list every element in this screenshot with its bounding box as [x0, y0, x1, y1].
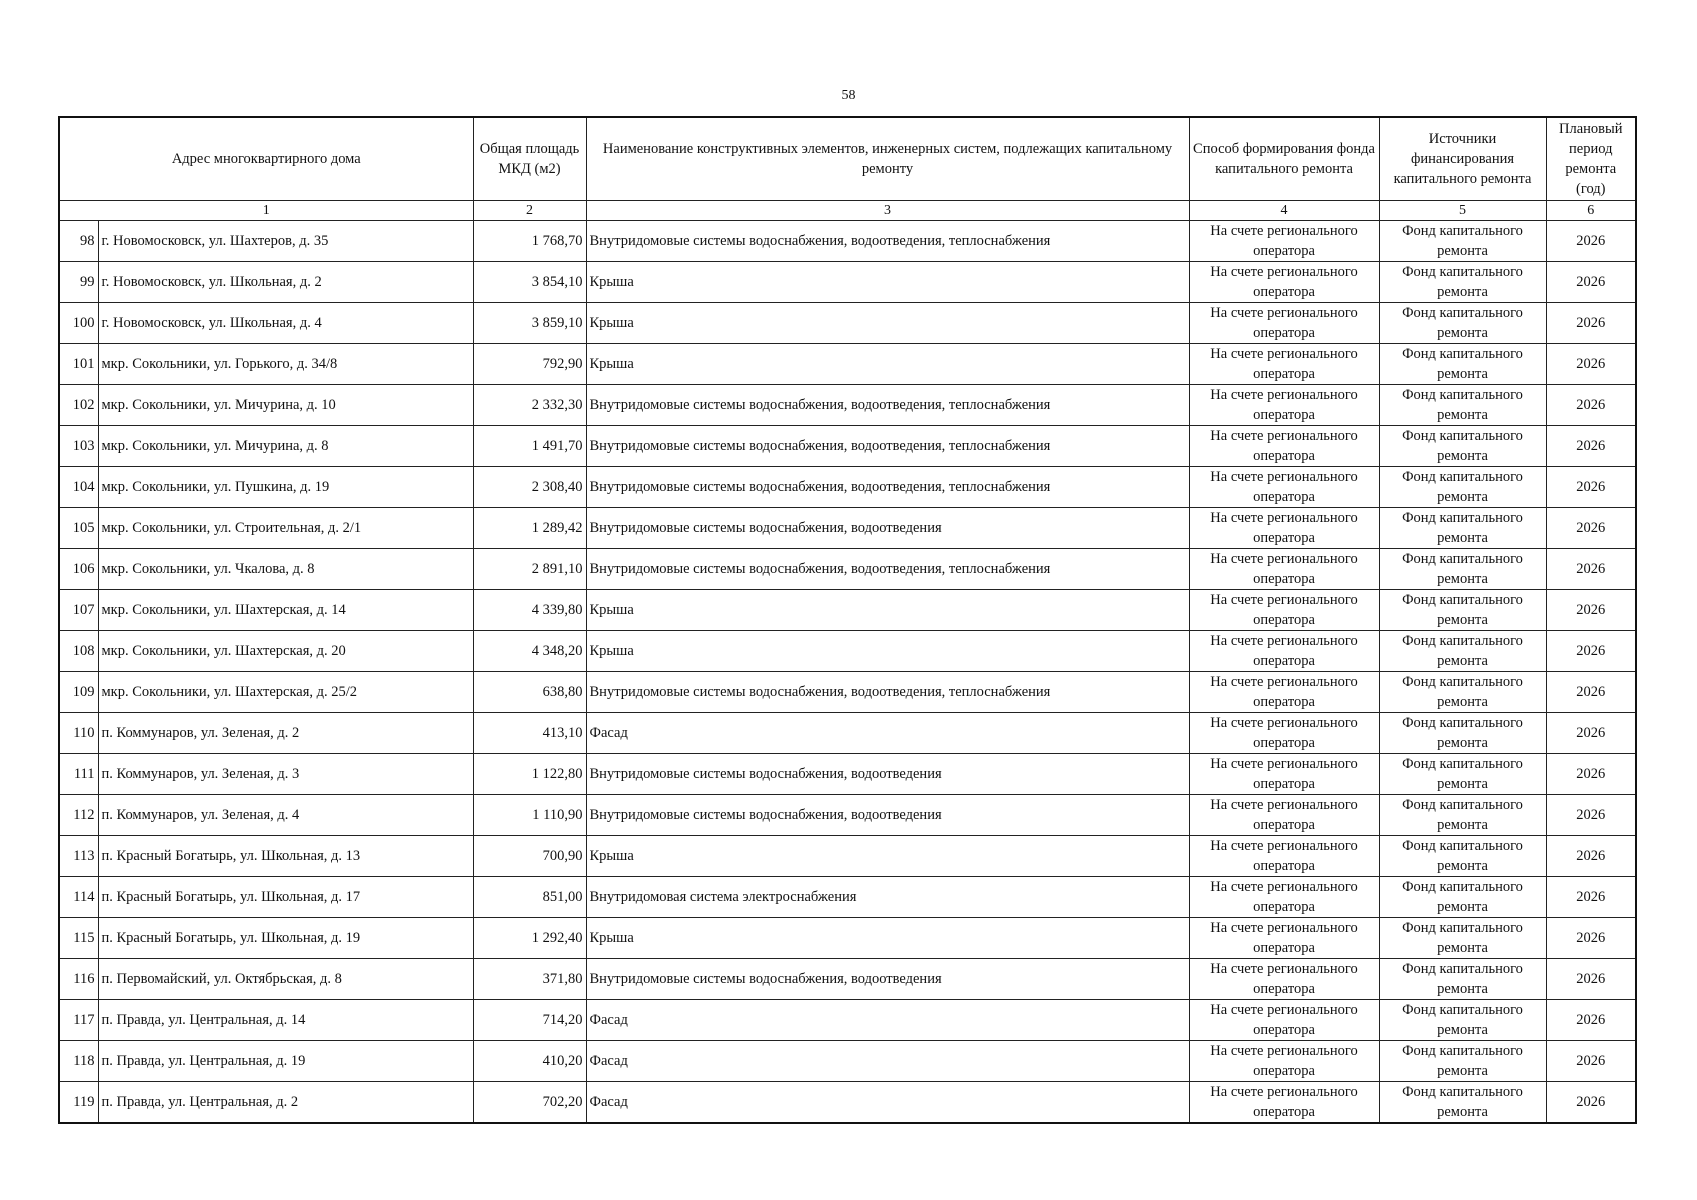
- row-number: 111: [59, 754, 98, 795]
- table-row: [59, 836, 1636, 877]
- elements-cell: Внутридомовые системы водоснабжения, водоотведения: [586, 795, 1189, 836]
- row-number: 116: [59, 959, 98, 1000]
- year-cell: 2026: [1546, 713, 1636, 754]
- table-row: [59, 1082, 1636, 1124]
- method-cell: На счете регионального оператора: [1189, 385, 1379, 426]
- header-area: Общая площадь МКД (м2): [473, 117, 586, 201]
- row-number: 107: [59, 590, 98, 631]
- header-method: Способ формирования фонда капитального ремонта: [1189, 117, 1379, 201]
- source-cell: Фонд капитального ремонта: [1379, 508, 1546, 549]
- header-address: Адрес многоквартирного дома: [59, 117, 473, 201]
- elements-cell: Внутридомовые системы водоснабжения, водоотведения, теплоснабжения: [586, 467, 1189, 508]
- method-cell: На счете регионального оператора: [1189, 959, 1379, 1000]
- address-cell: мкр. Сокольники, ул. Мичурина, д. 8: [98, 426, 473, 467]
- column-number: 3: [586, 201, 1189, 221]
- address-cell: п. Красный Богатырь, ул. Школьная, д. 17: [98, 877, 473, 918]
- row-number: 108: [59, 631, 98, 672]
- column-number: 1: [59, 201, 473, 221]
- area-cell: 371,80: [473, 959, 586, 1000]
- address-cell: мкр. Сокольники, ул. Шахтерская, д. 14: [98, 590, 473, 631]
- address-cell: п. Первомайский, ул. Октябрьская, д. 8: [98, 959, 473, 1000]
- method-cell: На счете регионального оператора: [1189, 262, 1379, 303]
- elements-cell: Крыша: [586, 836, 1189, 877]
- row-number: 113: [59, 836, 98, 877]
- table-row: [59, 795, 1636, 836]
- row-number: 114: [59, 877, 98, 918]
- source-cell: Фонд капитального ремонта: [1379, 1082, 1546, 1124]
- year-cell: 2026: [1546, 672, 1636, 713]
- row-number: 118: [59, 1041, 98, 1082]
- table-row: [59, 877, 1636, 918]
- table-row: [59, 1041, 1636, 1082]
- elements-cell: Фасад: [586, 713, 1189, 754]
- method-cell: На счете регионального оператора: [1189, 713, 1379, 754]
- source-cell: Фонд капитального ремонта: [1379, 385, 1546, 426]
- column-number: 4: [1189, 201, 1379, 221]
- source-cell: Фонд капитального ремонта: [1379, 549, 1546, 590]
- table-row: [59, 549, 1636, 590]
- table-row: [59, 344, 1636, 385]
- address-cell: п. Коммунаров, ул. Зеленая, д. 4: [98, 795, 473, 836]
- year-cell: 2026: [1546, 508, 1636, 549]
- row-number: 117: [59, 1000, 98, 1041]
- address-cell: п. Красный Богатырь, ул. Школьная, д. 13: [98, 836, 473, 877]
- method-cell: На счете регионального оператора: [1189, 877, 1379, 918]
- address-cell: п. Правда, ул. Центральная, д. 19: [98, 1041, 473, 1082]
- elements-cell: Крыша: [586, 590, 1189, 631]
- elements-cell: Внутридомовая система электроснабжения: [586, 877, 1189, 918]
- table-row: [59, 303, 1636, 344]
- table-row: [59, 631, 1636, 672]
- table-row: [59, 426, 1636, 467]
- row-number: 104: [59, 467, 98, 508]
- source-cell: Фонд капитального ремонта: [1379, 426, 1546, 467]
- elements-cell: Крыша: [586, 631, 1189, 672]
- source-cell: Фонд капитального ремонта: [1379, 221, 1546, 262]
- source-cell: Фонд капитального ремонта: [1379, 836, 1546, 877]
- elements-cell: Фасад: [586, 1041, 1189, 1082]
- method-cell: На счете регионального оператора: [1189, 426, 1379, 467]
- source-cell: Фонд капитального ремонта: [1379, 672, 1546, 713]
- area-cell: 4 348,20: [473, 631, 586, 672]
- year-cell: 2026: [1546, 1041, 1636, 1082]
- address-cell: г. Новомосковск, ул. Школьная, д. 4: [98, 303, 473, 344]
- method-cell: На счете регионального оператора: [1189, 795, 1379, 836]
- method-cell: На счете регионального оператора: [1189, 1041, 1379, 1082]
- source-cell: Фонд капитального ремонта: [1379, 467, 1546, 508]
- row-number: 106: [59, 549, 98, 590]
- row-number: 102: [59, 385, 98, 426]
- address-cell: п. Коммунаров, ул. Зеленая, д. 3: [98, 754, 473, 795]
- elements-cell: Внутридомовые системы водоснабжения, водоотведения, теплоснабжения: [586, 221, 1189, 262]
- address-cell: п. Красный Богатырь, ул. Школьная, д. 19: [98, 918, 473, 959]
- elements-cell: Внутридомовые системы водоснабжения, водоотведения, теплоснабжения: [586, 549, 1189, 590]
- table-row: [59, 385, 1636, 426]
- page-number: 58: [841, 88, 856, 103]
- area-cell: 1 768,70: [473, 221, 586, 262]
- year-cell: 2026: [1546, 549, 1636, 590]
- year-cell: 2026: [1546, 836, 1636, 877]
- elements-cell: Крыша: [586, 262, 1189, 303]
- table-row: [59, 713, 1636, 754]
- method-cell: На счете регионального оператора: [1189, 508, 1379, 549]
- method-cell: На счете регионального оператора: [1189, 221, 1379, 262]
- method-cell: На счете регионального оператора: [1189, 590, 1379, 631]
- area-cell: 1 491,70: [473, 426, 586, 467]
- repair-plan-table: [58, 116, 1637, 1124]
- address-cell: мкр. Сокольники, ул. Шахтерская, д. 20: [98, 631, 473, 672]
- area-cell: 714,20: [473, 1000, 586, 1041]
- row-number: 115: [59, 918, 98, 959]
- area-cell: 413,10: [473, 713, 586, 754]
- source-cell: Фонд капитального ремонта: [1379, 918, 1546, 959]
- source-cell: Фонд капитального ремонта: [1379, 795, 1546, 836]
- table-row: [59, 262, 1636, 303]
- address-cell: мкр. Сокольники, ул. Чкалова, д. 8: [98, 549, 473, 590]
- elements-cell: Фасад: [586, 1082, 1189, 1124]
- table-row: [59, 590, 1636, 631]
- year-cell: 2026: [1546, 467, 1636, 508]
- header-elements: Наименование конструктивных элементов, инженерных систем, подлежащих капитальному ремонту: [586, 117, 1189, 201]
- column-number: 6: [1546, 201, 1636, 221]
- year-cell: 2026: [1546, 631, 1636, 672]
- elements-cell: Крыша: [586, 344, 1189, 385]
- source-cell: Фонд капитального ремонта: [1379, 631, 1546, 672]
- table-body: [59, 221, 1636, 1124]
- header-row: [59, 117, 1636, 201]
- method-cell: На счете регионального оператора: [1189, 1000, 1379, 1041]
- row-number: 98: [59, 221, 98, 262]
- year-cell: 2026: [1546, 754, 1636, 795]
- row-number: 109: [59, 672, 98, 713]
- elements-cell: Внутридомовые системы водоснабжения, водоотведения: [586, 508, 1189, 549]
- elements-cell: Внутридомовые системы водоснабжения, водоотведения: [586, 959, 1189, 1000]
- table-row: [59, 508, 1636, 549]
- area-cell: 4 339,80: [473, 590, 586, 631]
- source-cell: Фонд капитального ремонта: [1379, 713, 1546, 754]
- table-row: [59, 959, 1636, 1000]
- address-cell: г. Новомосковск, ул. Школьная, д. 2: [98, 262, 473, 303]
- area-cell: 410,20: [473, 1041, 586, 1082]
- elements-cell: Крыша: [586, 303, 1189, 344]
- area-cell: 638,80: [473, 672, 586, 713]
- source-cell: Фонд капитального ремонта: [1379, 303, 1546, 344]
- source-cell: Фонд капитального ремонта: [1379, 754, 1546, 795]
- address-cell: мкр. Сокольники, ул. Пушкина, д. 19: [98, 467, 473, 508]
- method-cell: На счете регионального оператора: [1189, 549, 1379, 590]
- address-cell: мкр. Сокольники, ул. Горького, д. 34/8: [98, 344, 473, 385]
- row-number: 100: [59, 303, 98, 344]
- row-number: 101: [59, 344, 98, 385]
- header-source: Источники финансирования капитального ремонта: [1379, 117, 1546, 201]
- column-number-row: [59, 201, 1636, 221]
- year-cell: 2026: [1546, 795, 1636, 836]
- table-row: [59, 918, 1636, 959]
- area-cell: 2 308,40: [473, 467, 586, 508]
- year-cell: 2026: [1546, 1000, 1636, 1041]
- year-cell: 2026: [1546, 385, 1636, 426]
- table-row: [59, 672, 1636, 713]
- area-cell: 3 854,10: [473, 262, 586, 303]
- address-cell: г. Новомосковск, ул. Шахтеров, д. 35: [98, 221, 473, 262]
- year-cell: 2026: [1546, 303, 1636, 344]
- year-cell: 2026: [1546, 877, 1636, 918]
- area-cell: 3 859,10: [473, 303, 586, 344]
- method-cell: На счете регионального оператора: [1189, 303, 1379, 344]
- column-number: 5: [1379, 201, 1546, 221]
- elements-cell: Фасад: [586, 1000, 1189, 1041]
- row-number: 110: [59, 713, 98, 754]
- source-cell: Фонд капитального ремонта: [1379, 344, 1546, 385]
- method-cell: На счете регионального оператора: [1189, 631, 1379, 672]
- elements-cell: Внутридомовые системы водоснабжения, водоотведения, теплоснабжения: [586, 672, 1189, 713]
- elements-cell: Внутридомовые системы водоснабжения, водоотведения: [586, 754, 1189, 795]
- year-cell: 2026: [1546, 426, 1636, 467]
- source-cell: Фонд капитального ремонта: [1379, 1000, 1546, 1041]
- method-cell: На счете регионального оператора: [1189, 918, 1379, 959]
- method-cell: На счете регионального оператора: [1189, 1082, 1379, 1124]
- table-row: [59, 467, 1636, 508]
- source-cell: Фонд капитального ремонта: [1379, 262, 1546, 303]
- year-cell: 2026: [1546, 918, 1636, 959]
- area-cell: 1 122,80: [473, 754, 586, 795]
- row-number: 99: [59, 262, 98, 303]
- area-cell: 702,20: [473, 1082, 586, 1124]
- row-number: 105: [59, 508, 98, 549]
- area-cell: 1 292,40: [473, 918, 586, 959]
- year-cell: 2026: [1546, 262, 1636, 303]
- area-cell: 1 289,42: [473, 508, 586, 549]
- row-number: 119: [59, 1082, 98, 1124]
- year-cell: 2026: [1546, 959, 1636, 1000]
- row-number: 103: [59, 426, 98, 467]
- address-cell: п. Правда, ул. Центральная, д. 2: [98, 1082, 473, 1124]
- address-cell: мкр. Сокольники, ул. Шахтерская, д. 25/2: [98, 672, 473, 713]
- elements-cell: Внутридомовые системы водоснабжения, водоотведения, теплоснабжения: [586, 426, 1189, 467]
- method-cell: На счете регионального оператора: [1189, 344, 1379, 385]
- table-row: [59, 754, 1636, 795]
- address-cell: мкр. Сокольники, ул. Мичурина, д. 10: [98, 385, 473, 426]
- area-cell: 2 891,10: [473, 549, 586, 590]
- column-number: 2: [473, 201, 586, 221]
- area-cell: 2 332,30: [473, 385, 586, 426]
- header-period: Плановый период ремонта (год): [1546, 117, 1636, 201]
- elements-cell: Внутридомовые системы водоснабжения, водоотведения, теплоснабжения: [586, 385, 1189, 426]
- area-cell: 851,00: [473, 877, 586, 918]
- table-row: [59, 1000, 1636, 1041]
- method-cell: На счете регионального оператора: [1189, 467, 1379, 508]
- table-row: [59, 221, 1636, 262]
- area-cell: 700,90: [473, 836, 586, 877]
- method-cell: На счете регионального оператора: [1189, 754, 1379, 795]
- method-cell: На счете регионального оператора: [1189, 836, 1379, 877]
- source-cell: Фонд капитального ремонта: [1379, 1041, 1546, 1082]
- year-cell: 2026: [1546, 344, 1636, 385]
- row-number: 112: [59, 795, 98, 836]
- address-cell: п. Коммунаров, ул. Зеленая, д. 2: [98, 713, 473, 754]
- area-cell: 792,90: [473, 344, 586, 385]
- elements-cell: Крыша: [586, 918, 1189, 959]
- year-cell: 2026: [1546, 1082, 1636, 1124]
- source-cell: Фонд капитального ремонта: [1379, 877, 1546, 918]
- year-cell: 2026: [1546, 221, 1636, 262]
- area-cell: 1 110,90: [473, 795, 586, 836]
- method-cell: На счете регионального оператора: [1189, 672, 1379, 713]
- source-cell: Фонд капитального ремонта: [1379, 590, 1546, 631]
- source-cell: Фонд капитального ремонта: [1379, 959, 1546, 1000]
- year-cell: 2026: [1546, 590, 1636, 631]
- address-cell: п. Правда, ул. Центральная, д. 14: [98, 1000, 473, 1041]
- address-cell: мкр. Сокольники, ул. Строительная, д. 2/1: [98, 508, 473, 549]
